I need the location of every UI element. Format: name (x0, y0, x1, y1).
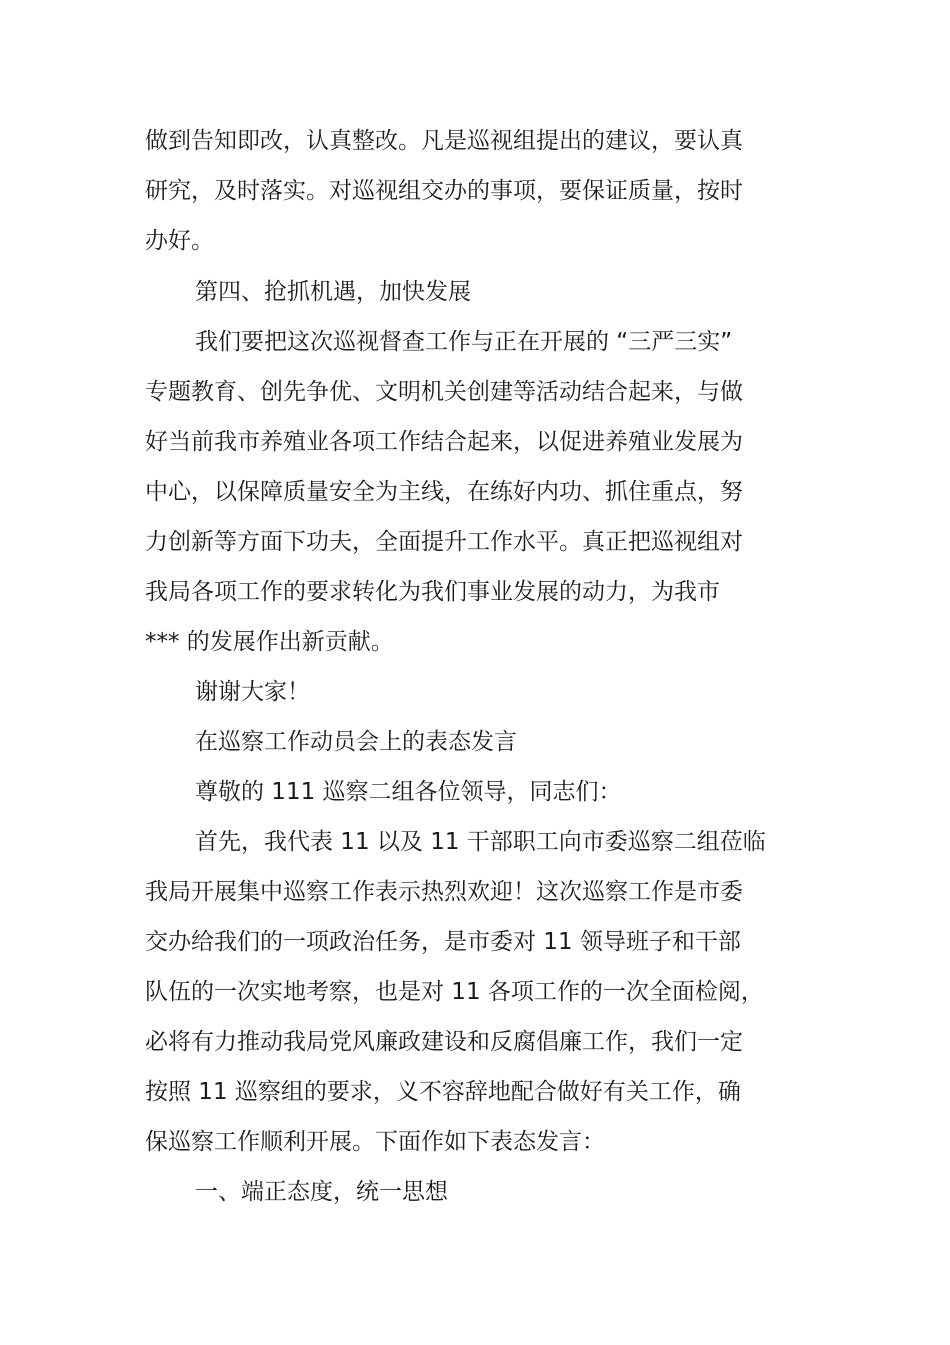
paragraph-line: 保巡察工作顺利开展。下面作如下表态发言： (145, 1129, 605, 1155)
closing-line: 谢谢大家！ (195, 679, 310, 705)
paragraph-line: 力创新等方面下功夫，全面提升工作水平。真正把巡视组对 (145, 529, 743, 555)
paragraph-line: 首先，我代表 11 以及 11 干部职工向市委巡察二组莅临 (195, 829, 766, 855)
paragraph-line: 办好。 (145, 228, 214, 254)
section-heading: 一、端正态度，统一思想 (195, 1179, 448, 1205)
paragraph-line: 我局开展集中巡察工作表示热烈欢迎！这次巡察工作是市委 (145, 879, 743, 905)
paragraph-line: 按照 11 巡察组的要求，义不容辞地配合做好有关工作，确 (145, 1079, 741, 1105)
paragraph-line: 交办给我们的一项政治任务，是市委对 11 领导班子和干部 (145, 929, 741, 955)
paragraph-line: 好当前我市养殖业各项工作结合起来，以促进养殖业发展为 (145, 429, 743, 455)
speech-title: 在巡察工作动员会上的表态发言 (195, 729, 517, 755)
paragraph-line: 做到告知即改，认真整改。凡是巡视组提出的建议，要认真 (145, 128, 743, 154)
paragraph-line: 我们要把这次巡视督查工作与正在开展的 “三严三实” (195, 329, 733, 355)
paragraph-line: 必将有力推动我局党风廉政建设和反腐倡廉工作，我们一定 (145, 1029, 743, 1055)
salutation: 尊敬的 111 巡察二组各位领导，同志们： (195, 779, 622, 805)
paragraph-line: 队伍的一次实地考察，也是对 11 各项工作的一次全面检阅， (145, 979, 764, 1005)
paragraph-line: *** 的发展作出新贡献。 (145, 629, 394, 655)
paragraph-line: 专题教育、创先争优、文明机关创建等活动结合起来，与做 (145, 379, 743, 405)
paragraph-line: 我局各项工作的要求转化为我们事业发展的动力，为我市 (145, 579, 720, 605)
paragraph-line: 研究，及时落实。对巡视组交办的事项，要保证质量，按时 (145, 178, 743, 204)
paragraph-line: 中心，以保障质量安全为主线，在练好内功、抓住重点，努 (145, 479, 743, 505)
section-heading: 第四、抢抓机遇，加快发展 (195, 279, 471, 305)
